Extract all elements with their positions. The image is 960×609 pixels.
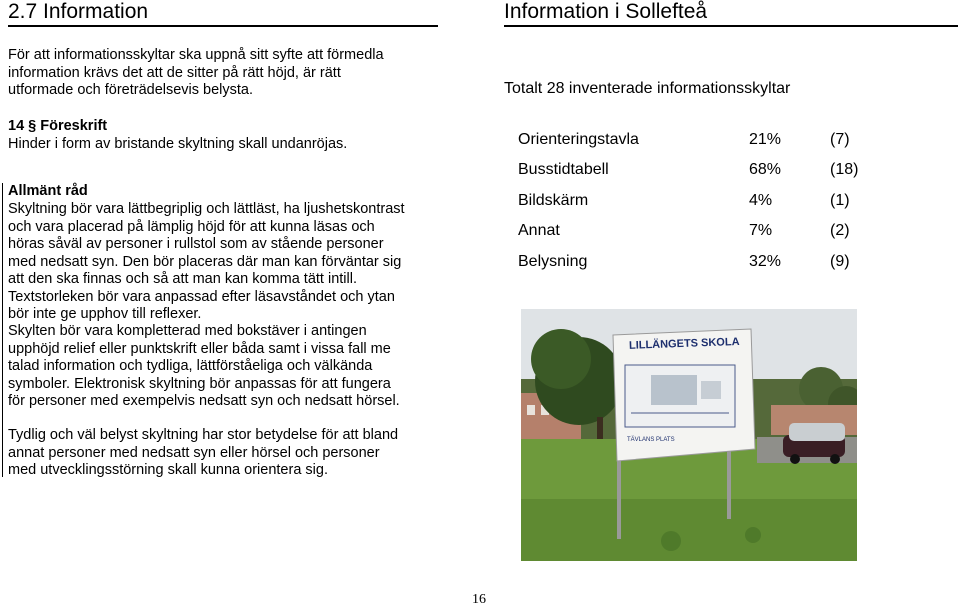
map-building — [701, 381, 721, 399]
car-white — [789, 423, 845, 441]
tree-crown — [531, 329, 591, 389]
right-section-title-rule — [504, 25, 958, 27]
bush — [661, 531, 681, 551]
grass-foreground — [521, 499, 857, 561]
section-title: 2.7 Information — [8, 0, 149, 23]
sign-count: (9) — [830, 252, 850, 270]
regulation-heading: 14 § Föreskrift — [8, 118, 108, 134]
intro-paragraph: För att informationsskyltar ska uppnå sitt syfte att förmedla information krävs det att de sitter på rätt höjd, är rätt utformade och företrädelsevis belysta. — [8, 47, 384, 98]
sign-name: Busstidtabell — [518, 161, 609, 179]
sign-percent: 4% — [749, 191, 773, 209]
page-number: 16 — [472, 592, 486, 607]
sign-percent: 7% — [749, 222, 773, 240]
right-section-title: Information i Sollefteå — [504, 0, 708, 23]
section-title-rule — [8, 25, 438, 27]
map-building — [651, 375, 697, 405]
sign-title-text: LILLÄNGETS SKOLA — [628, 335, 740, 352]
sign-name: Belysning — [518, 252, 588, 270]
sign-percent: 68% — [749, 161, 782, 179]
sign-name: Bildskärm — [518, 191, 589, 209]
sign-name: Annat — [518, 222, 560, 240]
car-wheel — [830, 454, 840, 464]
regulation-text: Hinder i form av bristande skyltning skall undanröjas. — [8, 136, 348, 152]
advice-heading: Allmänt råd — [8, 183, 88, 199]
advice-paragraph-2: Skylten bör vara kompletterad med bokstäver i antingen upphöjd relief eller punktskrift eller båda samt i vissa fall me talad information och tydliga, lättförståeliga och välkända symboler. Elektronisk skyltning bör anpassas för att fungera för personer med exempelvis nedsatt syn och nedsatt hörsel. — [8, 323, 400, 409]
sign-percent: 32% — [749, 252, 782, 270]
sign-percent: 21% — [749, 131, 782, 148]
bush — [745, 527, 761, 543]
advice-margin-bar — [2, 183, 3, 477]
advice-paragraph-1: Skyltning bör vara lättbegriplig och lättläst, ha ljushetskontrast och vara placerad på lämplig höjd för att kunna läsas och höras såväl av personer i rullstol som av stående personer med nedsatt syn. Den bör placeras där man kan förväntar sig att den ska finnas och så att man kan komma tätt intill. Textstorleken bör vara anpassad efter läsavståndet och ytan bör inte ge upphov till reflexer. — [8, 201, 405, 322]
window — [527, 405, 535, 415]
sign-count: (2) — [830, 222, 850, 240]
sign-count: (18) — [830, 161, 859, 179]
school-sign-photo — [521, 309, 857, 561]
sign-name: Orienteringstavla — [518, 131, 639, 148]
sign-count: (7) — [830, 131, 850, 148]
total-signs-text: Totalt 28 inventerade informationsskyltar — [504, 80, 791, 97]
sign-count: (1) — [830, 191, 850, 209]
advice-paragraph-3: Tydlig och väl belyst skyltning har stor betydelse för att bland annat personer med nedsatt syn eller hörsel och personer med utvecklingsstörning skall kunna orientera sig. — [8, 427, 399, 478]
car-wheel — [790, 454, 800, 464]
sign-footer-text: TÄVLANS PLATS — [627, 437, 675, 443]
